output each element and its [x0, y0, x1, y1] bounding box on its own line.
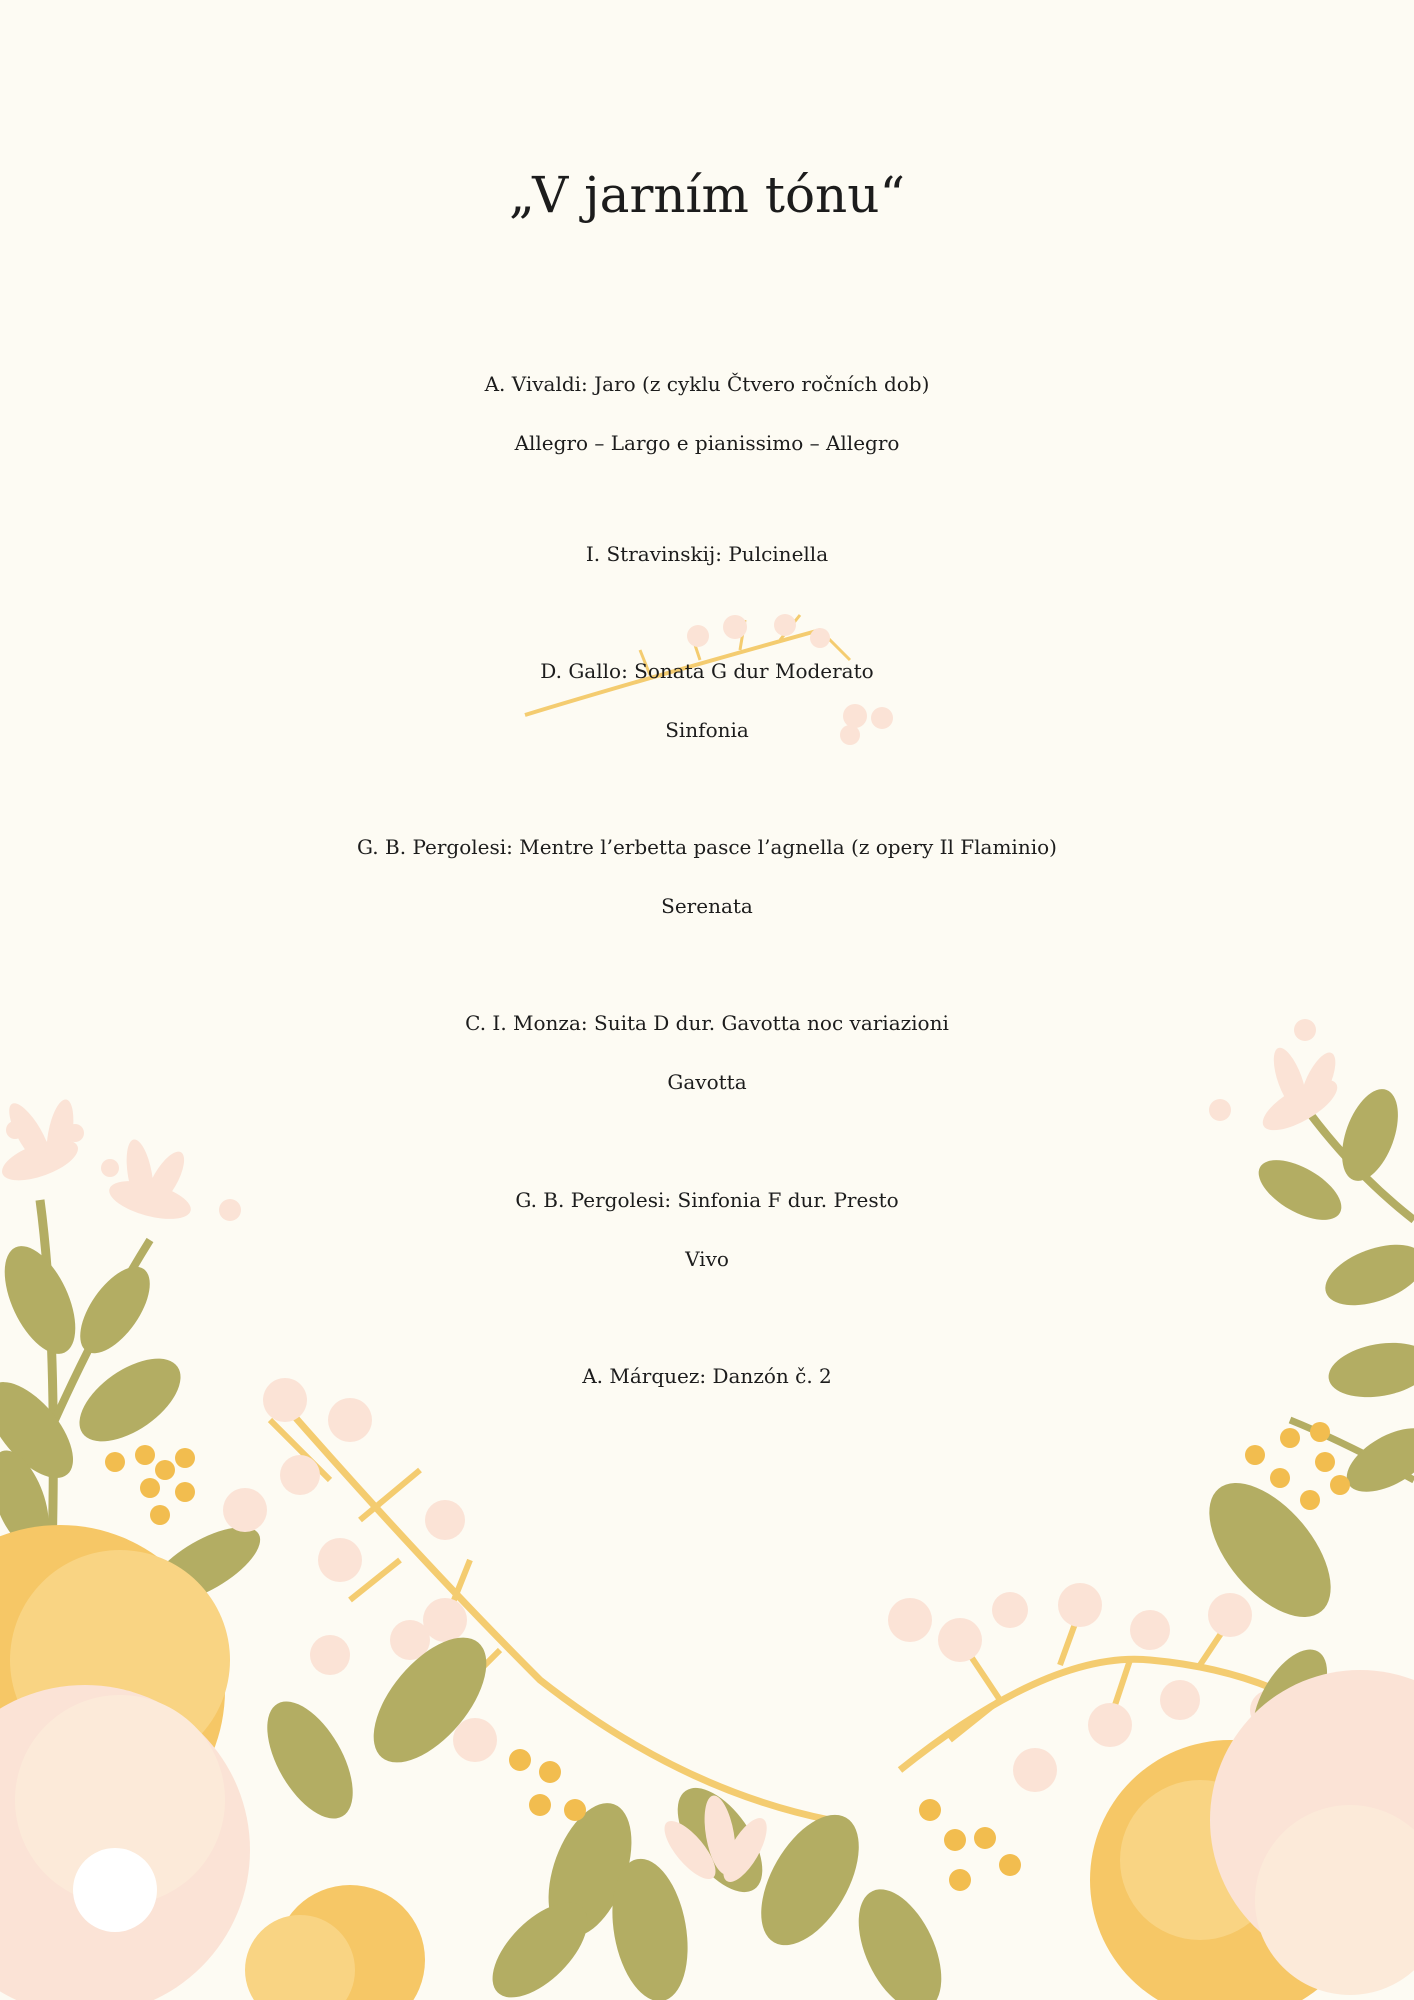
movements: Sinfonia [665, 718, 749, 742]
composer-work: C. I. Monza: Suita D dur. Gavotta noc variazioni [465, 1011, 949, 1035]
movements: Serenata [661, 894, 753, 918]
program-item [0, 1171, 1414, 1289]
movements: Gavotta [667, 1070, 747, 1094]
composer-work: I. Stravinskij: Pulcinella [585, 542, 829, 566]
program-item [0, 1347, 1414, 1406]
page-title: „V jarním tónu“ [508, 166, 906, 224]
movements: Vivo [685, 1247, 729, 1271]
program-item [0, 818, 1414, 936]
program-item [0, 525, 1414, 584]
program-item [0, 355, 1414, 473]
movements: Allegro – Largo e pianissimo – Allegro [514, 431, 900, 455]
composer-work: D. Gallo: Sonata G dur Moderato [540, 659, 874, 683]
composer-work: A. Márquez: Danzón č. 2 [582, 1364, 832, 1388]
floral-border-icon [0, 1019, 1414, 2000]
composer-work: A. Vivaldi: Jaro (z cyklu Čtvero ročních dob) [484, 372, 930, 396]
program-item [0, 642, 1414, 760]
program-item [0, 994, 1414, 1112]
composer-work: G. B. Pergolesi: Mentre l’erbetta pasce l’agnella (z opery Il Flaminio) [357, 835, 1057, 859]
composer-work: G. B. Pergolesi: Sinfonia F dur. Presto [515, 1188, 899, 1212]
